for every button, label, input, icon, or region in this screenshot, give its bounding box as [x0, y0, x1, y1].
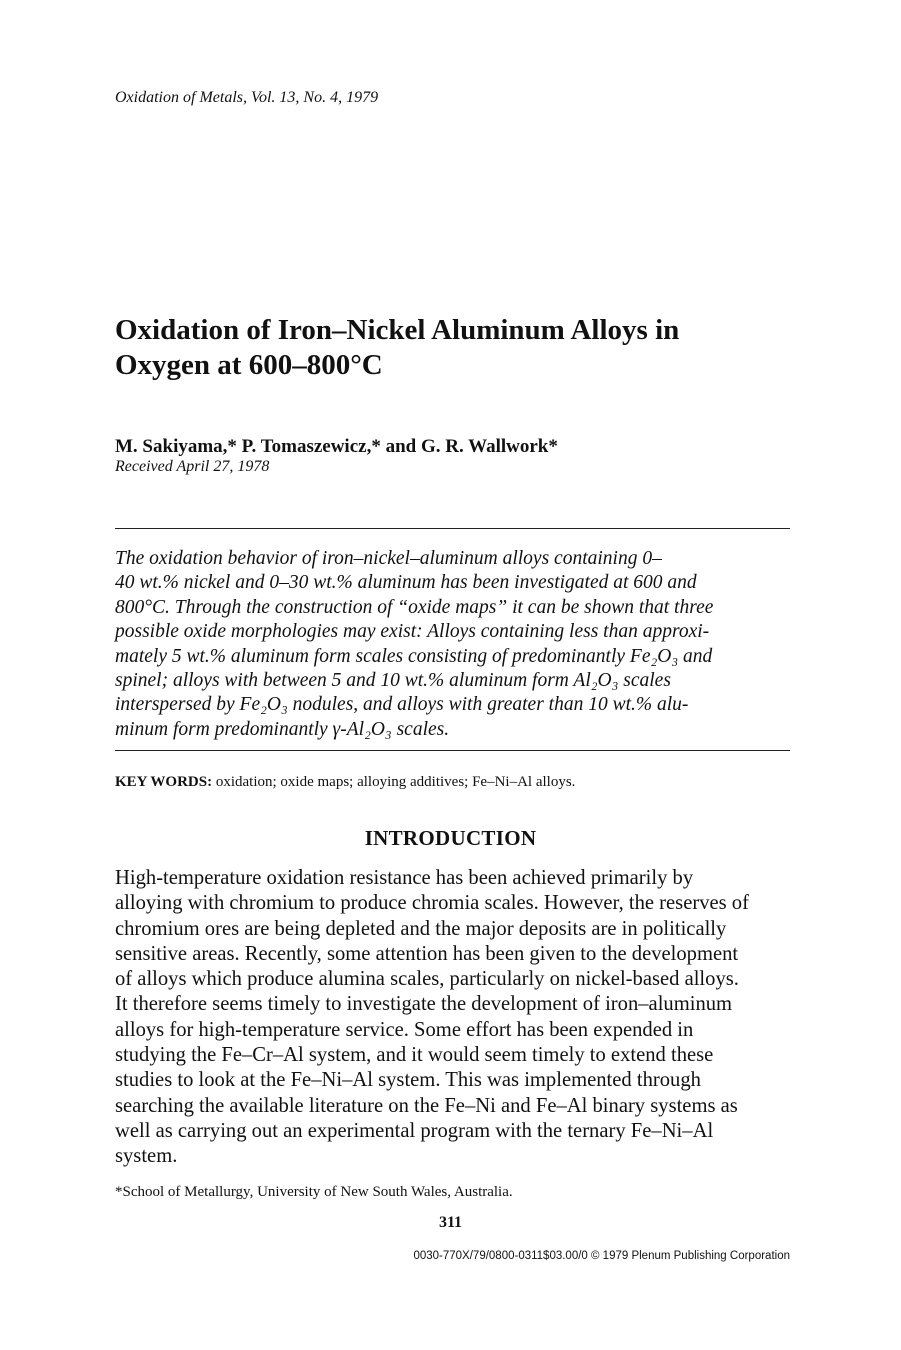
intro-line: alloying with chromium to produce chromia scales. However, the reserves of	[115, 892, 749, 915]
intro-line: searching the available literature on the Fe–Ni and Fe–Al binary systems as	[115, 1094, 738, 1117]
abstract	[115, 547, 790, 742]
abstract-top-rule	[115, 528, 790, 529]
intro-line: It therefore seems timely to investigate the development of iron–aluminum	[115, 993, 733, 1016]
keywords-text: oxidation; oxide maps; alloying additives; Fe–Ni–Al alloys.	[212, 774, 576, 790]
received-date: Received April 27, 1978	[115, 458, 270, 475]
title-line-1: Oxidation of Iron–Nickel Aluminum Alloys in	[115, 314, 680, 346]
page-number: 311	[438, 1214, 463, 1231]
intro-line: alloys for high-temperature service. Some effort has been expended in	[115, 1018, 694, 1041]
title-line-2: Oxygen at 600–800°C	[115, 349, 383, 381]
abstract-line: 800°C. Through the construction of “oxide maps” it can be shown that three	[115, 596, 714, 618]
introduction-paragraph	[115, 866, 790, 1170]
intro-line: of alloys which produce alumina scales, particularly on nickel-based alloys.	[115, 968, 739, 991]
author-affiliation-footnote: *School of Metallurgy, University of New South Wales, Australia.	[115, 1184, 513, 1200]
author-list: M. Sakiyama,* P. Tomaszewicz,* and G. R. Wallwork*	[115, 436, 558, 457]
abstract-line: The oxidation behavior of iron–nickel–aluminum alloys containing 0–	[115, 548, 662, 569]
keywords-label: KEY WORDS:	[115, 774, 213, 790]
abstract-bottom-rule	[115, 750, 790, 751]
article-title	[115, 313, 795, 383]
intro-line: High-temperature oxidation resistance has been achieved primarily by	[115, 867, 694, 889]
intro-line: well as carrying out an experimental program with the ternary Fe–Ni–Al	[115, 1119, 714, 1142]
abstract-line: spinel; alloys with between 5 and 10 wt.% aluminum form Al₂O₃ scales	[115, 670, 671, 692]
intro-line: studying the Fe–Cr–Al system, and it would seem timely to extend these	[115, 1044, 714, 1067]
intro-line: chromium ores are being depleted and the major deposits are in politically	[115, 917, 727, 940]
abstract-line: mately 5 wt.% aluminum form scales consisting of predominantly Fe₂O₃ and	[115, 645, 713, 667]
intro-line: studies to look at the Fe–Ni–Al system. This was implemented through	[115, 1069, 701, 1092]
intro-line: system.	[115, 1145, 178, 1168]
abstract-line: possible oxide morphologies may exist: Alloys containing less than approxi-	[115, 621, 710, 643]
copyright-line: 0030-770X/79/0800-0311$03.00/0 © 1979 Plenum Publishing Corporation	[413, 1250, 790, 1262]
section-heading-introduction: INTRODUCTION	[364, 826, 537, 850]
abstract-line: minum form predominantly γ-Al₂O₃ scales.	[115, 718, 450, 740]
intro-line: sensitive areas. Recently, some attention has been given to the development	[115, 942, 739, 965]
abstract-line: interspersed by Fe₂O₃ nodules, and alloys with greater than 10 wt.% alu-	[115, 694, 689, 716]
keywords	[115, 774, 575, 791]
abstract-line: 40 wt.% nickel and 0–30 wt.% aluminum has been investigated at 600 and	[115, 572, 697, 594]
journal-citation: Oxidation of Metals, Vol. 13, No. 4, 1979	[115, 89, 379, 106]
